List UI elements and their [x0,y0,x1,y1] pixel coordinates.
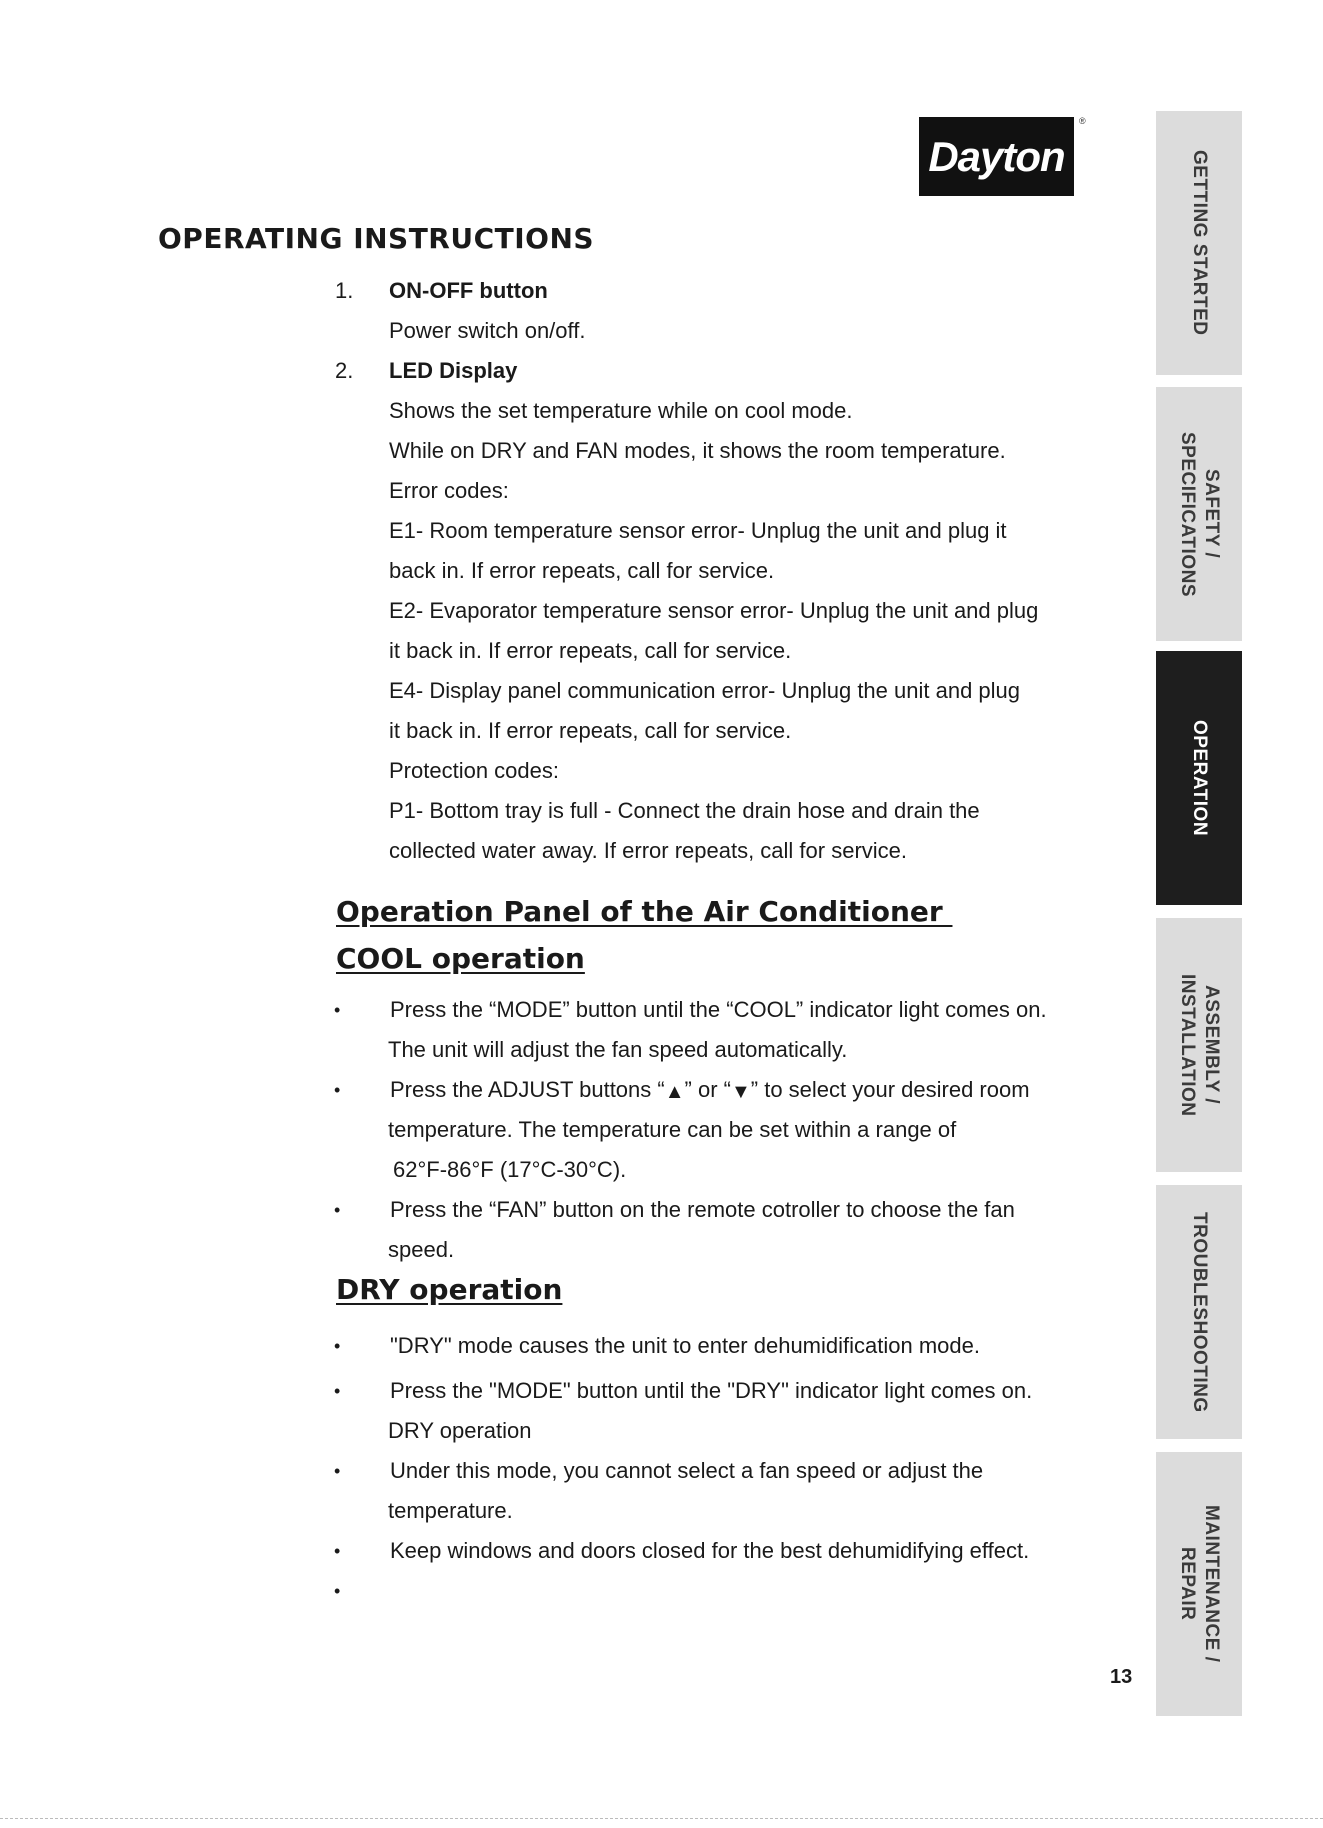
bullet: • [334,1381,341,1401]
tab-label: ASSEMBLY / INSTALLATION [1177,973,1222,1117]
tab-troubleshooting[interactable] [1156,1185,1242,1439]
bullet: • [334,1336,341,1356]
page-edge-line [0,1818,1323,1819]
tab-getting-started[interactable] [1156,111,1242,375]
page-title: OPERATING INSTRUCTIONS [158,222,595,255]
tab-label: SAFETY / SPECIFICATIONS [1177,431,1222,597]
dry-text: Press the "MODE" button until the "DRY" indicator light comes on. [390,1378,1033,1403]
item-text: Power switch on/off. [389,318,586,343]
dry-text: temperature. [388,1498,513,1523]
item-text: E4- Display panel communication error- Unplug the unit and plug [389,678,1021,703]
tab-label: OPERATION [1189,719,1210,837]
item-text: Protection codes: [389,758,559,783]
tab-operation[interactable] [1156,651,1242,905]
item-title: ON-OFF button [389,278,548,303]
tab-assembly-installation[interactable] [1156,918,1242,1172]
cool-text: Press the “FAN” button on the remote cotroller to choose the fan [390,1197,1015,1222]
item-number: 1. [335,278,354,303]
dry-text: Under this mode, you cannot select a fan speed or adjust the [390,1458,984,1483]
down-arrow-icon: ▼ [730,1081,751,1103]
dry-text: Keep windows and doors closed for the best dehumidifying effect. [390,1538,1030,1563]
cool-text: ” or “ [684,1077,731,1102]
registered-mark: ® [1079,116,1086,126]
bullet: • [334,1200,341,1220]
item-text: collected water away. If error repeats, call for service. [389,838,908,863]
tab-maintenance-repair[interactable] [1156,1452,1242,1716]
item-text: E2- Evaporator temperature sensor error- Unplug the unit and plug [389,598,1039,623]
item-text: back in. If error repeats, call for service. [389,558,775,583]
bullet: • [334,1461,341,1481]
item-title: LED Display [389,358,518,383]
page-number: 13 [1110,1666,1133,1688]
dry-text: DRY operation [388,1418,532,1443]
item-number: 2. [335,358,354,383]
up-arrow-icon: ▲ [664,1081,685,1103]
dry-text: "DRY" mode causes the unit to enter dehumidification mode. [390,1333,980,1358]
item-text: Error codes: [389,478,509,503]
item-text: P1- Bottom tray is full - Connect the drain hose and drain the [389,798,980,823]
tab-label: TROUBLESHOOTING [1189,1211,1210,1413]
item-text: it back in. If error repeats, call for service. [389,718,792,743]
bullet: • [334,1581,341,1601]
tab-label: GETTING STARTED [1189,150,1210,336]
dry-heading: DRY operation [336,1273,563,1306]
cool-text: 62°F-86°F (17°C-30°C). [393,1157,627,1182]
item-text: E1- Room temperature sensor error- Unplug the unit and plug it [389,518,1007,543]
item-text: While on DRY and FAN modes, it shows the room temperature. [389,438,1006,463]
cool-text: speed. [388,1237,455,1262]
cool-text: Press the “MODE” button until the “COOL” indicator light comes on. [390,997,1047,1022]
tab-label: MAINTENANCE / REPAIR [1177,1505,1222,1663]
panel-heading: Operation Panel of the Air Conditioner [336,895,953,928]
cool-text: temperature. The temperature can be set within a range of [388,1117,957,1142]
item-text: Shows the set temperature while on cool mode. [389,398,853,423]
cool-text: Press the ADJUST buttons “ [390,1077,665,1102]
cool-text: The unit will adjust the fan speed automatically. [388,1037,848,1062]
bullet: • [334,1541,341,1561]
item-text: it back in. If error repeats, call for service. [389,638,792,663]
bullet: • [334,1000,341,1020]
cool-adjust-line [390,1077,1030,1105]
tab-safety-specifications[interactable] [1156,387,1242,641]
dayton-logo: Dayton [919,117,1074,196]
cool-heading: COOL operation [336,942,585,975]
bullet: • [334,1080,341,1100]
cool-text: ” to select your desired room [750,1077,1030,1102]
